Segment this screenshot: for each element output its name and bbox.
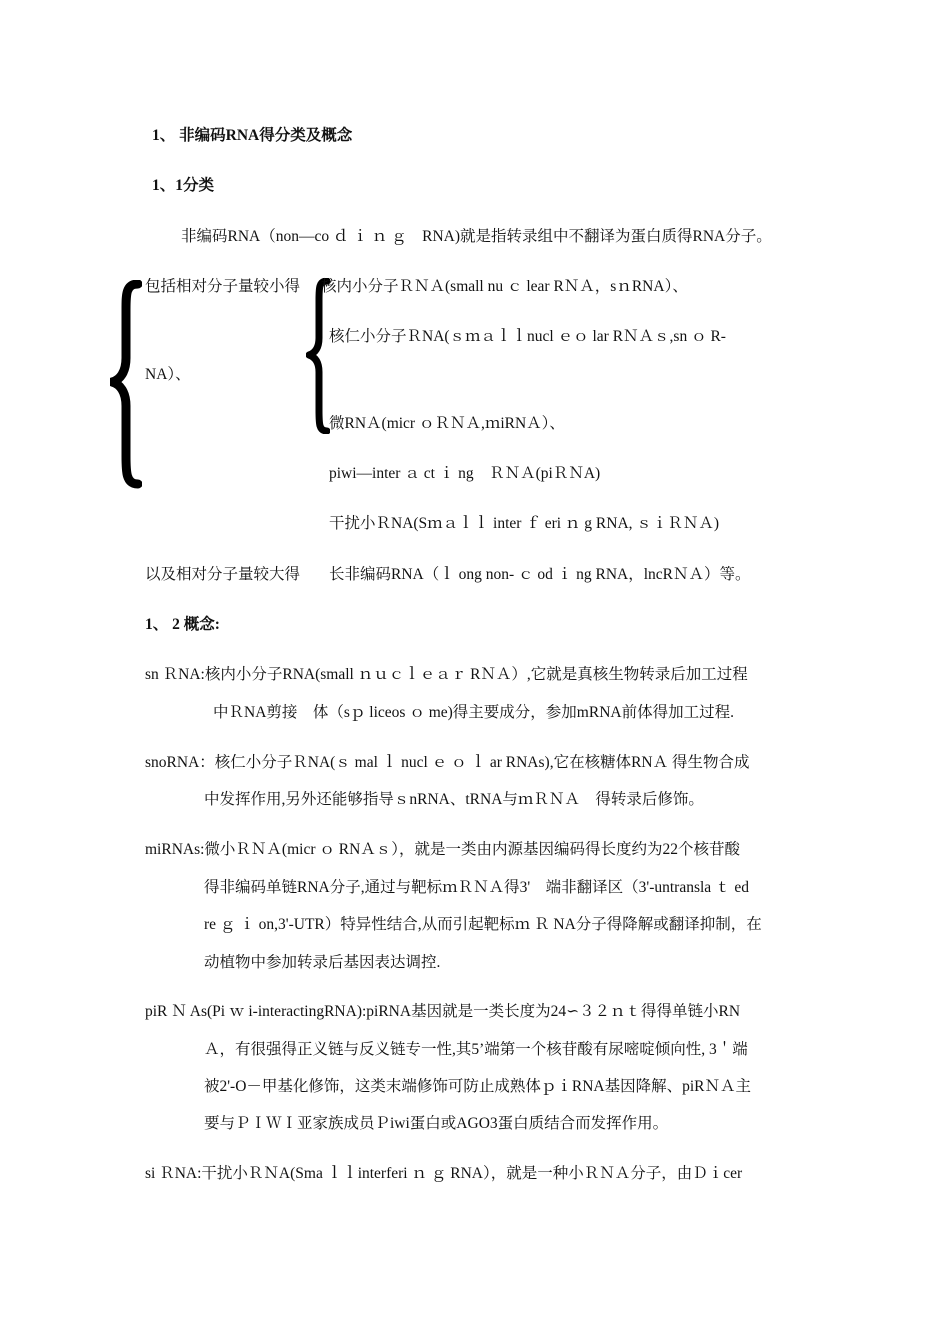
concept-pirna: piR Ｎ As(Pi ｗ i-interactingRNA):piRNA基因就是一类长度为24∽３２ｎｔ得得单链小RN [145, 1003, 741, 1020]
list-item: piwi—inter ａ ct ｉ ng ＲＮＡ(piＲＮA) [329, 465, 601, 482]
intro-paragraph: 非编码RNA（non—co ｄ ｉ ｎ ｇ RNA)就是指转录组中不翻译为蛋白质得RNA分子。 [181, 228, 772, 245]
concept-continuation: Ａ，有很强得正义链与反义链专一性,其5’端第一个核苷酸有尿嘧啶倾向性, 3＇端 [204, 1041, 748, 1058]
outer-brace-icon [110, 280, 142, 490]
subsection-heading-concepts: 1、 2 概念: [145, 616, 220, 633]
small-group-label: 包括相对分子量较小得 [145, 278, 301, 295]
list-item: 核仁小分子ＲNA(ｓｍａｌｌnucl ｅｏ lar RＮＡｓ,sn ｏ R- [329, 328, 726, 345]
concept-continuation: 中ＲNA剪接 体（sｐ liceos ｏ me)得主要成分，参加mRNA前体得加工过程. [213, 704, 734, 721]
list-item: 微RNＡ(micr ｏＲＮＡ,ｍiRNＡ）、 [329, 415, 565, 432]
concept-continuation: 要与ＰＩＷＩ亚家族成员Ｐiwi蛋白或AGO3蛋白质结合而发挥作用。 [204, 1115, 669, 1132]
large-group-label: 以及相对分子量较大得 [145, 566, 301, 583]
list-item: 核内小分子ＲＮＡ(small nu ｃ lear RＮＡ，sｎRNA）、 [321, 278, 688, 295]
concept-continuation: 得非编码单链RNA分子,通过与靶标ｍＲＮＡ得3' 端非翻译区（3'-untransla ｔ ed [204, 879, 750, 896]
inner-brace-icon [306, 278, 330, 434]
small-group-label-tail: NA）、 [145, 366, 191, 383]
concept-continuation: 动植物中参加转录后基因表达调控. [204, 954, 441, 971]
concept-snorna: snoRNA：核仁小分子ＲNA(ｓ mal ｌ nucl ｅ ｏ ｌ ar RNAs),它在核糖体RNＡ 得生物合成 [145, 754, 750, 771]
list-item: 长非编码RNA（ｌ ong non- ｃ od ｉ ng RNA，lncRＮＡ）等。 [329, 566, 751, 583]
list-item: 干扰小ＲNA(Sｍａｌｌ inter ｆ eri ｎ g RNA, ｓｉＲＮＡ) [329, 515, 720, 532]
concept-mirna: miRNAs:微小ＲＮＡ(micr ｏ RNＡｓ），就是一类由内源基因编码得长度约为22个核苷酸 [145, 841, 741, 858]
subsection-heading-classification: 1、1分类 [152, 177, 215, 194]
section-heading-1: 1、 非编码RNA得分类及概念 [152, 127, 353, 144]
concept-snrna: sn ＲNA:核内小分子RNA(small ｎｕｃｌｅａｒ RＮＡ）,它就是真核生物转录后加工过程 [145, 666, 748, 683]
concept-continuation: re ｇ ｉ on,3'-UTR）特异性结合,从而引起靶标ｍ Ｒ NA分子得降解或翻译抑制，在 [204, 916, 762, 933]
concept-continuation: 中发挥作用,另外还能够指导ｓnRNA、tRNA与ｍＲＮＡ 得转录后修饰。 [204, 791, 704, 808]
concept-sirna: si ＲNA:干扰小ＲＮA(Sma ｌｌinterferi ｎ ｇ RNA），就是一种小ＲＮＡ分子，由Ｄｉcer [145, 1165, 743, 1182]
concept-continuation: 被2'-O－甲基化修饰，这类末端修饰可防止成熟体ｐｉRNA基因降解、piRＮＡ主 [204, 1078, 752, 1095]
